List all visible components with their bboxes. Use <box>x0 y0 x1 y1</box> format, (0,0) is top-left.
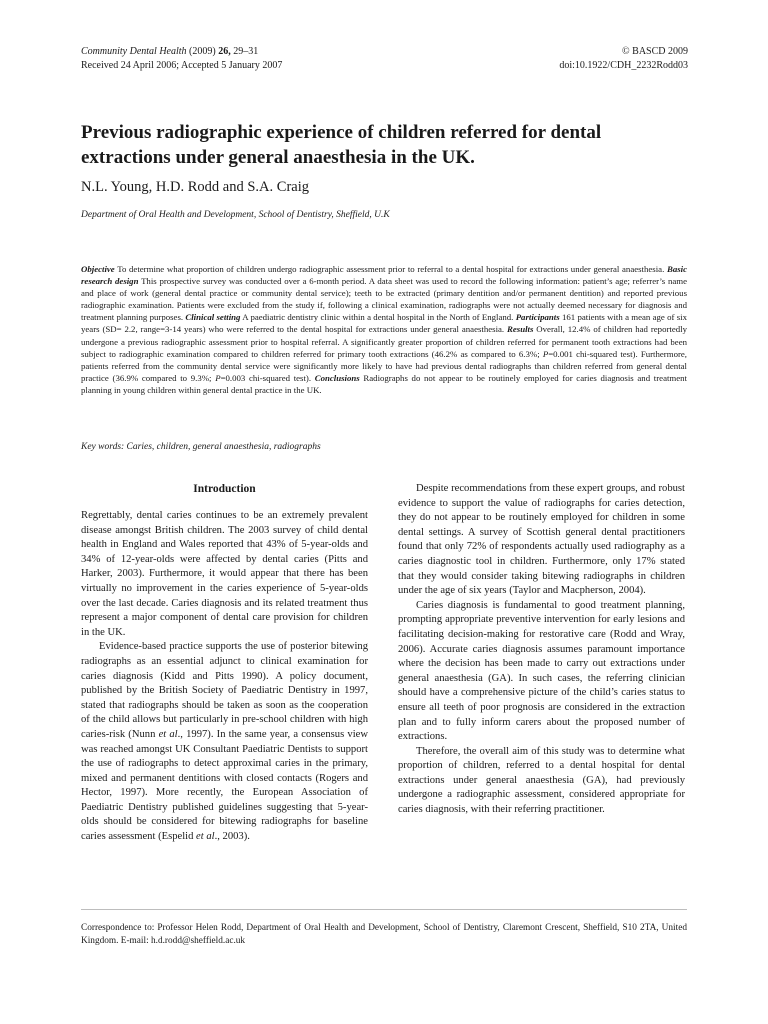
abstract-objective-label: Objective <box>81 264 115 274</box>
copyright: © BASCD 2009 <box>622 46 688 57</box>
abstract-objective: To determine what proportion of children undergo radiographic assessment prior to referral to a dental hospital for extractions under general anaesthesia. <box>114 264 667 274</box>
body-paragraph: Regrettably, dental caries continues to be an extremely prevalent disease amongst British children. The 2003 survey of child dental health in England and Wales reported that 43% of 5-year-olds and 34% of 12-year-olds were affected by dental caries (Pitts and Harker, 2003). Furthermore, it would appear that there has been virtually no improvement in the caries experience of 5-year-olds over the last decade. Caries diagnosis and its related treatment thus represent a major component of dental care provision for children in the UK. <box>81 510 368 638</box>
abstract-setting-label: Clinical setting <box>185 312 241 323</box>
p-value-symbol: P <box>542 348 549 359</box>
body-paragraph: Caries diagnosis is fundamental to good treatment planning, prompting appropriate preventive intervention for early lesions and facilitating decision-making for restorative care (Rodd and Wray, 2006). Accurate caries diagnosis assumes paramount importance where the decision has been made to carry out extractions under general anaesthesia (GA). In such cases, the referring clinician should have a comprehensive picture of the child’s caries status to ensure all teeth of poor prognosis are considered in the extraction plan and to fully inform carers about the proposed number of extractions. <box>398 599 685 743</box>
running-header-left <box>81 45 282 73</box>
author-list: N.L. Young, H.D. Rodd and S.A. Craig <box>81 179 309 195</box>
paragraph-text: ., 2003). <box>214 831 250 843</box>
body-paragraph: Despite recommendations from these expert groups, and robust evidence to support the value of radiographs for caries detection, they do not appear to be routinely employed for children in some dental settings. A survey of Scottish general dental practitioners found that only 72% of respondents actually used radiography as a caries diagnostic tool in children. Furthermore, only 17% stated that they would consider taking bitewing radiographs in children under the age of six years (Taylor and Macpherson, 2004). <box>398 483 685 597</box>
abstract-design-label: Basic research design <box>81 264 687 287</box>
section-heading-introduction: Introduction <box>193 483 256 495</box>
keywords: Key words: Caries, children, general anaesthesia, radiographs <box>81 442 321 452</box>
abstract-participants-label: Participants <box>515 312 560 323</box>
citation-line <box>81 45 282 59</box>
abstract-results-part3: =0.003 chi-squared test). <box>220 372 315 383</box>
et-al: et al <box>196 831 215 843</box>
abstract-results-label: Results <box>507 324 534 335</box>
received-dates: Received 24 April 2006; Accepted 5 January 2007 <box>81 60 283 71</box>
paragraph-text: ., 1997). In the same year, a consensus view was reached amongst UK Consultant Paediatric Dentists to support the use of radiographs to detect approximal caries in the primary, mixed and permanent dentitions with closed contacts (Rogers and Hector, 1997). More recently, the European Association of Paediatric Dentistry published guidelines suggesting that 5-year-olds should be considered for bitewing radiographs for baseline caries assessment (Espelid <box>81 728 369 843</box>
footnote-divider <box>81 909 687 910</box>
et-al: et al <box>158 728 178 740</box>
abstract-conclusions: Radiographs do not appear to be routinely employed for caries diagnosis and treatment planning in young children within general dental practice in the UK. <box>81 372 688 395</box>
doi: doi:10.1922/CDH_2232Rodd03 <box>559 60 688 71</box>
article-title: Previous radiographic experience of children referred for dental extractions under general anaesthesia in the UK. <box>81 122 602 168</box>
p-value-symbol: P <box>215 372 221 383</box>
body-paragraph <box>81 640 368 844</box>
body-column-left <box>81 482 368 845</box>
correspondence-footnote: Correspondence to: Professor Helen Rodd, Department of Oral Health and Development, School of Dentistry, Claremont Crescent, Sheffield, S10 2TA, United Kingdom. E-mail: h.d.rodd@sheffield.ac.uk <box>81 923 687 946</box>
abstract-results-part1: Overall, 12.4% of children had reportedly undergone a previous radiographic assessment prior to hospital referral. A significantly greater proportion of children referred for permanent tooth extractions had been subject to radiographic examination compared to children referred for primary tooth extractions (46.2% as compared to 6.3%; <box>81 324 687 359</box>
journal-name: Community Dental Health <box>81 46 187 57</box>
abstract-setting: A paediatric dentistry clinic within a dental hospital in the North of England. <box>240 312 516 323</box>
body-column-right <box>398 482 685 818</box>
journal-volume: 26, <box>218 46 231 57</box>
journal-pages: 29–31 <box>233 46 259 57</box>
abstract-design: This prospective survey was conducted over a 6-month period. A data sheet was used to record the following information: patient’s age; referrer’s name and place of work (general dental practice or community dental service); teeth to be extracted (primary dentition and/or permanent dentition) and reported previous radiographic examination. Patients were excluded from the study if, following a clinical examination, radiographs were not actually deemed necessary for diagnosis and treatment planning purposes. <box>81 276 688 323</box>
abstract-conclusions-label: Conclusions <box>314 372 360 383</box>
abstract-results-part2: =0.001 chi-squared test). Furthermore, patients referred from the community dental service were significantly more likely to have had previous dental radiographs than children referred from general dental practice (36.9% compared to 9.3%; <box>81 348 687 383</box>
abstract-participants: 161 patients with a mean age of six years (SD= 2.2, range=3-14 years) who were referred to the dental hospital for extractions under general anaesthesia. <box>81 312 688 335</box>
body-paragraph: Therefore, the overall aim of this study was to determine what proportion of children, referred to a dental hospital for dental extractions under general anaesthesia (GA), had previously undergone a radiographic assessment, considered appropriate for caries diagnosis, with their referring practitioner. <box>398 745 685 816</box>
abstract <box>81 263 687 396</box>
journal-year: (2009) <box>189 46 216 57</box>
paragraph-text: Evidence-based practice supports the use of posterior bitewing radiographs as an essential adjunct to clinical examination for caries diagnosis (Kidd and Pitts 1990). A policy document, published by the British Society of Paediatric Dentistry in 1997, stated that radiographs should be taken as soon as the cooperation of the child allows but particularly in pre-school children with high caries-risk (Nunn <box>81 641 368 740</box>
affiliation: Department of Oral Health and Development, School of Dentistry, Sheffield, U.K <box>81 210 390 220</box>
running-header-right <box>559 45 688 73</box>
